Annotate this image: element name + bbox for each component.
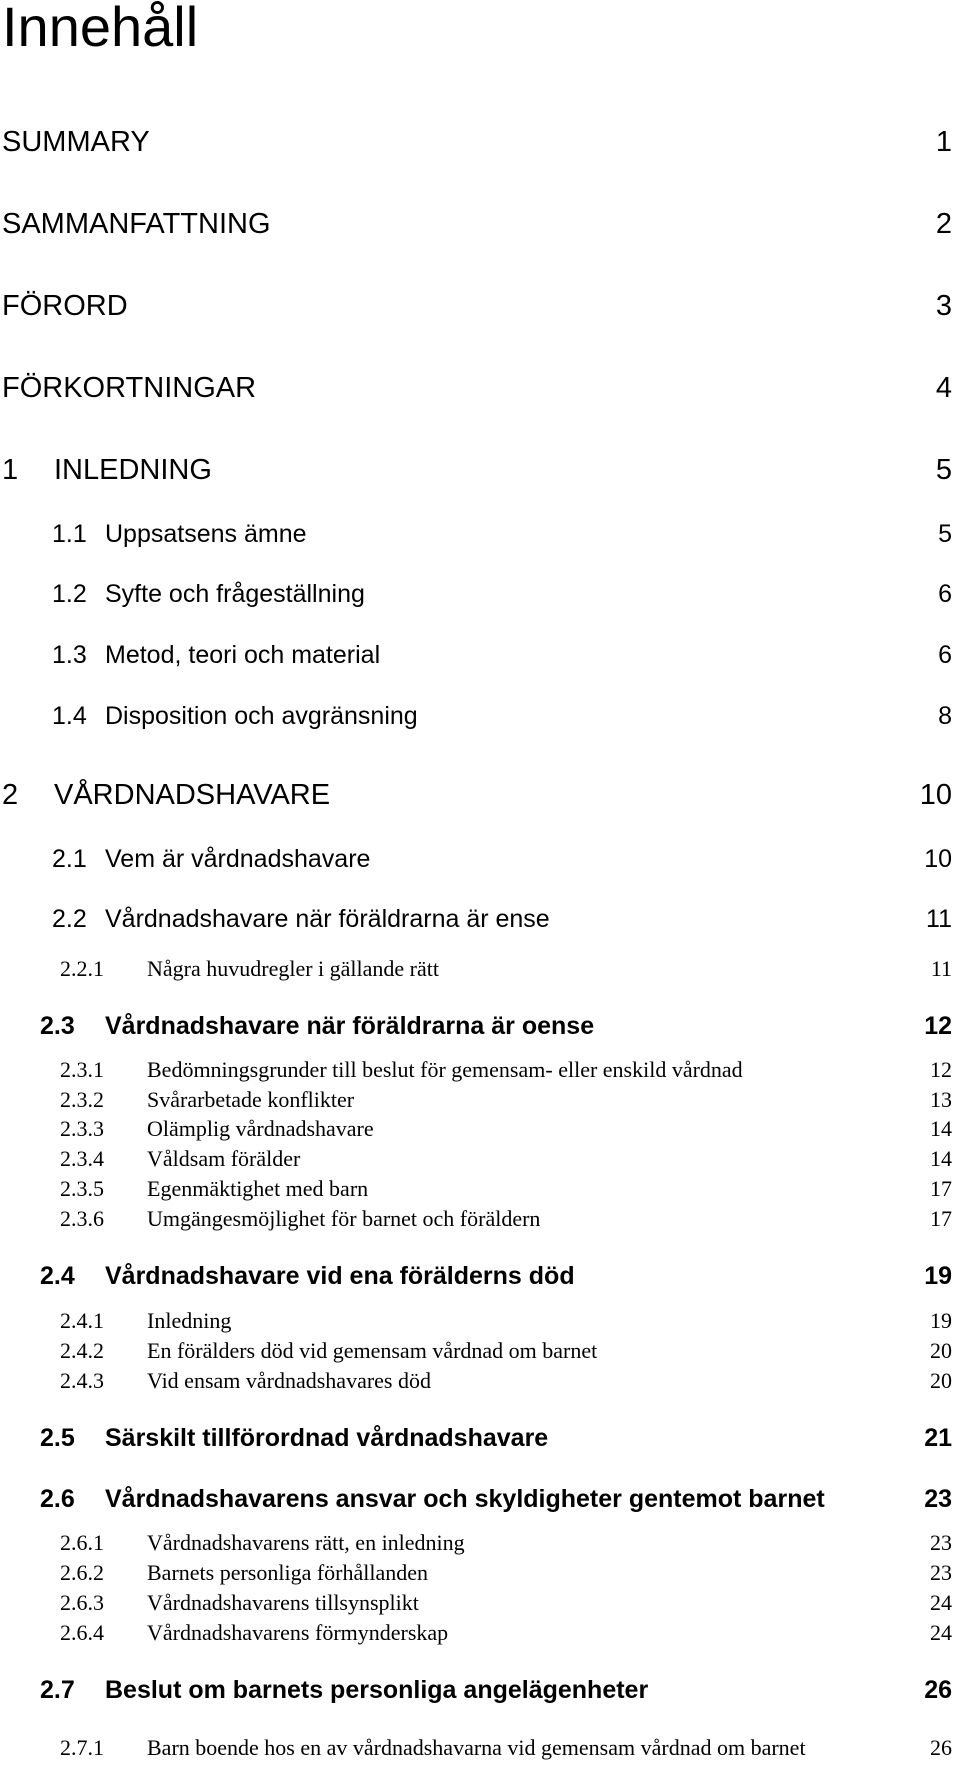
toc-entry-page: 2	[935, 208, 952, 240]
toc-entry-text: Några huvudregler i gällande rätt	[147, 956, 439, 981]
toc-entry-text: Umgängesmöjlighet för barnet och föräldern	[147, 1206, 541, 1231]
toc-entry-page: 20	[930, 1338, 952, 1363]
toc-entry-number: 2.7.1	[60, 1735, 104, 1760]
toc-entry-page: 23	[930, 1530, 952, 1555]
toc-entry-number: 2.6.4	[60, 1620, 104, 1645]
toc-entry-text: VÅRDNADSHAVARE	[54, 779, 331, 811]
toc-entry-number: 2.5	[40, 1424, 75, 1452]
toc-entry-page: 12	[930, 1057, 952, 1082]
toc-entry-number: 1.2	[52, 580, 87, 608]
toc-entry-page: 6	[938, 580, 952, 608]
toc-entry-text: Särskilt tillförordnad vårdnadshavare	[105, 1424, 549, 1452]
toc-entry-text: Disposition och avgränsning	[105, 702, 418, 730]
toc-entry-number: 2.3.5	[60, 1176, 104, 1201]
toc-entry-page: 4	[935, 372, 952, 404]
toc-entry-text: INLEDNING	[54, 454, 212, 486]
toc-entry-page: 5	[938, 520, 952, 548]
toc-entry-page: 19	[930, 1308, 952, 1333]
toc-entry-page: 13	[930, 1087, 952, 1112]
toc-entry-number: 1.3	[52, 641, 87, 669]
toc-entry-text: Vårdnadshavarens ansvar och skyldigheter gentemot barnet	[105, 1485, 825, 1513]
toc-entry-number: 2.6	[40, 1485, 75, 1513]
toc-entry-text: FÖRORD	[2, 290, 128, 322]
page-title: Innehåll	[2, 0, 199, 58]
toc-entry-number: 2.3.1	[60, 1057, 104, 1082]
toc-entry-text: Olämplig vårdnadshavare	[147, 1116, 374, 1141]
toc-entry-number: 1.4	[52, 702, 87, 730]
toc-entry-text: Vem är vårdnadshavare	[105, 845, 371, 873]
toc-entry-page: 23	[924, 1485, 952, 1513]
toc-entry-page: 24	[930, 1590, 952, 1615]
toc-entry-text: Svårarbetade konflikter	[147, 1087, 355, 1112]
toc-entry-text: Vårdnadshavare vid ena förälderns död	[105, 1262, 575, 1290]
toc-entry-page: 6	[938, 641, 952, 669]
toc-entry-text: FÖRKORTNINGAR	[2, 372, 257, 404]
toc-entry-text: Bedömningsgrunder till beslut för gemensam- eller enskild vårdnad	[147, 1057, 743, 1082]
toc-entry-number: 2.2	[52, 905, 87, 933]
toc-entry-page: 8	[938, 702, 952, 730]
toc-entry-text: Vårdnadshavarens tillsynsplikt	[147, 1590, 419, 1615]
toc-entry-text: Vårdnadshavarens rätt, en inledning	[147, 1530, 465, 1555]
toc-entry-text: Beslut om barnets personliga angelägenheter	[105, 1676, 649, 1704]
toc-entry-number: 1	[2, 454, 19, 486]
toc-entry-number: 2.3.2	[60, 1087, 104, 1112]
toc-entry-text: Barnets personliga förhållanden	[147, 1560, 429, 1585]
toc-entry-page: 19	[924, 1262, 952, 1290]
toc-entry-page: 14	[930, 1146, 952, 1171]
toc-entry-number: 2.6.2	[60, 1560, 104, 1585]
toc-entry-page: 17	[930, 1206, 952, 1231]
toc-entry-number: 2.3	[40, 1012, 75, 1040]
toc-entry-number: 2.6.1	[60, 1530, 104, 1555]
toc-entry-number: 2.7	[40, 1676, 75, 1704]
toc-entry-number: 2	[2, 779, 19, 811]
toc-entry-text: SAMMANFATTNING	[2, 208, 271, 240]
toc-entry-page: 21	[924, 1424, 952, 1452]
toc-entry-text: Våldsam förälder	[147, 1146, 301, 1171]
toc-entry-text: Vid ensam vårdnadshavares död	[147, 1368, 431, 1393]
toc-entry-page: 17	[930, 1176, 952, 1201]
toc-entry-number: 2.4	[40, 1262, 75, 1290]
toc-entry-text: Vårdnadshavare när föräldrarna är oense	[105, 1012, 595, 1040]
toc-entry-text: Inledning	[147, 1308, 232, 1333]
toc-entry-number: 1.1	[52, 520, 87, 548]
toc-entry-page: 5	[935, 454, 952, 486]
toc-entry-page: 26	[924, 1676, 952, 1704]
toc-entry-page: 1	[935, 126, 952, 158]
toc-entry-page: 10	[919, 779, 952, 811]
toc-entry-text: Metod, teori och material	[105, 641, 381, 669]
toc-entry-text: SUMMARY	[2, 126, 150, 158]
toc-entry-page: 12	[924, 1012, 952, 1040]
toc-entry-page: 24	[930, 1620, 952, 1645]
toc-entry-text: Vårdnadshavare när föräldrarna är ense	[105, 905, 550, 933]
toc-entry-number: 2.4.3	[60, 1368, 104, 1393]
toc-entry-number: 2.3.4	[60, 1146, 104, 1171]
toc-entry-page: 11	[930, 956, 952, 981]
toc-entry-text: Barn boende hos en av vårdnadshavarna vid gemensam vårdnad om barnet	[147, 1735, 806, 1760]
toc-entry-number: 2.6.3	[60, 1590, 104, 1615]
toc-entry-page: 26	[930, 1735, 952, 1760]
toc-entry-text: Vårdnadshavarens förmynderskap	[147, 1620, 449, 1645]
toc-entry-number: 2.3.6	[60, 1206, 104, 1231]
toc-entry-number: 2.4.1	[60, 1308, 104, 1333]
toc-entry-text: En förälders död vid gemensam vårdnad om barnet	[147, 1338, 598, 1363]
toc-entry-number: 2.4.2	[60, 1338, 104, 1363]
toc-entry-page: 11	[926, 905, 952, 933]
toc-entry-page: 3	[935, 290, 952, 322]
toc-entry-text: Syfte och frågeställning	[105, 580, 365, 608]
toc-entry-page: 20	[930, 1368, 952, 1393]
toc-entry-text: Uppsatsens ämne	[105, 520, 307, 548]
toc-entry-text: Egenmäktighet med barn	[147, 1176, 369, 1201]
toc-entry-number: 2.3.3	[60, 1116, 104, 1141]
toc-entry-number: 2.1	[52, 845, 87, 873]
toc-entry-number: 2.2.1	[60, 956, 104, 981]
toc-entry-page: 14	[930, 1116, 952, 1141]
toc-entry-page: 23	[930, 1560, 952, 1585]
toc-entry-page: 10	[924, 845, 952, 873]
